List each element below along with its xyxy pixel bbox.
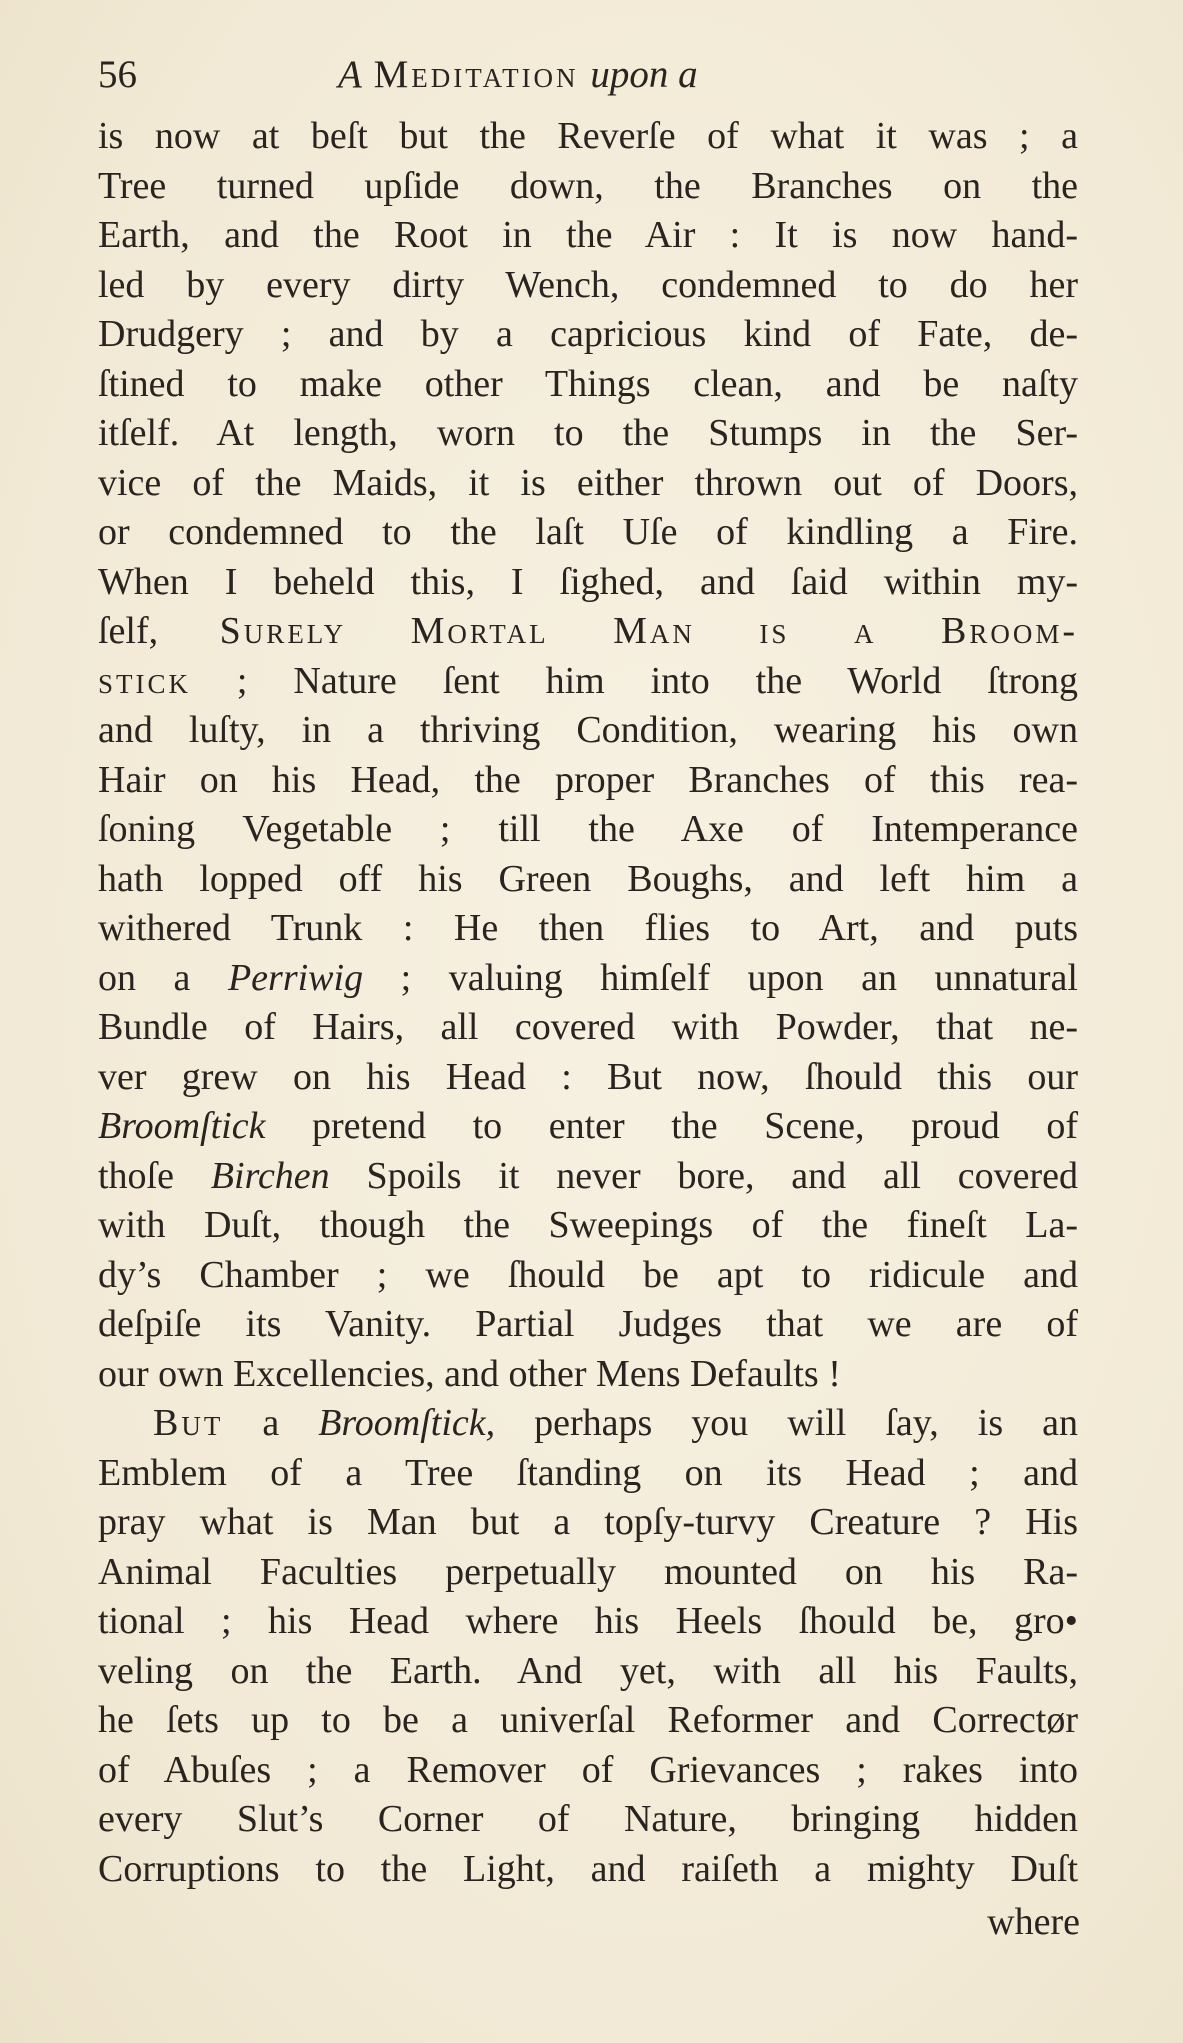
italic-word: Birchen [210, 1154, 330, 1197]
text-line: ſoning Vegetable ; till the Axe of Intemperance [98, 808, 1078, 850]
text-line: veling on the Earth. And yet, with all his Faults, [98, 1649, 1078, 1692]
text-line: every Slut’s Corner of Nature, bringing hidden [98, 1798, 1078, 1840]
text-line-mixed [98, 1152, 1078, 1202]
text-line-mixed [98, 954, 1078, 1004]
text-line: is now at beſt but the Reverſe of what it was ; a [98, 115, 1078, 157]
small-caps-word: stick [98, 659, 192, 702]
running-head-a: A [338, 53, 362, 96]
catchword: where [987, 1901, 1080, 1943]
page-header [98, 52, 1078, 112]
text-line-mixed [98, 607, 1078, 657]
small-caps-phrase: Surely Mortal Man is a Broom- [219, 610, 1078, 652]
body-text [98, 112, 1078, 1894]
text-line: tional ; his Head where his Heels ſhould be, gro• [98, 1600, 1078, 1642]
text-line: withered Trunk : He then flies to Art, and puts [98, 907, 1078, 949]
text-fragment: thoſe [98, 1154, 211, 1197]
text-line: and luſty, in a thriving Condition, wearing his own [98, 709, 1078, 751]
text-line: he ſets up to be a univerſal Reformer and Correctør [98, 1699, 1078, 1741]
running-head-title: Meditation [373, 53, 579, 96]
italic-word: Perriwig [227, 956, 364, 999]
text-line: ſtined to make other Things clean, and be naſty [98, 362, 1078, 405]
text-line: our own Excellencies, and other Mens Defaults ! [98, 1352, 841, 1395]
text-line: dy’s Chamber ; we ſhould be apt to ridicule and [98, 1253, 1078, 1296]
text-line: led by every dirty Wench, condemned to do her [98, 263, 1078, 306]
text-line-mixed [98, 657, 1078, 707]
text-line: Earth, and the Root in the Air : It is now hand- [98, 214, 1078, 256]
text-line: pray what is Man but a topſy-turvy Creature ? His [98, 1501, 1078, 1543]
text-line: ver grew on his Head : But now, ſhould this our [98, 1055, 1078, 1098]
text-fragment: ſelf, [98, 610, 159, 652]
text-fragment: a [223, 1402, 319, 1444]
text-line: Drudgery ; and by a capricious kind of Fate, de- [98, 313, 1078, 355]
text-fragment: ; Nature ſent him into the World ſtrong [191, 659, 1078, 702]
text-line: Corruptions to the Light, and raiſeth a mighty Duſt [98, 1847, 1078, 1890]
running-head [338, 52, 698, 97]
italic-word: Broomſtick, [318, 1402, 496, 1444]
page-number: 56 [98, 53, 137, 96]
text-line: itſelf. At length, worn to the Stumps in the Ser- [98, 412, 1078, 454]
text-line: Hair on his Head, the proper Branches of this rea- [98, 758, 1078, 801]
small-caps-word: But [153, 1402, 224, 1444]
text-fragment: pretend to enter the Scene, proud of [265, 1105, 1078, 1147]
text-fragment: Spoils it never bore, and all covered [329, 1154, 1078, 1197]
text-line: Emblem of a Tree ſtanding on its Head ; and [98, 1451, 1078, 1494]
text-line: hath lopped off his Green Boughs, and left him a [98, 857, 1078, 900]
text-fragment: on a [98, 956, 228, 999]
running-head-rest: upon a [590, 53, 698, 96]
text-line: vice of the Maids, it is either thrown out of Doors, [98, 461, 1078, 504]
text-line: deſpiſe its Vanity. Partial Judges that we are of [98, 1303, 1078, 1345]
text-fragment: ; valuing himſelf upon an unnatural [363, 956, 1078, 999]
italic-word: Broomſtick [98, 1105, 266, 1147]
text-fragment: perhaps you will ſay, is an [495, 1402, 1078, 1444]
text-line: Animal Faculties perpetually mounted on his Ra- [98, 1550, 1078, 1593]
text-line: of Abuſes ; a Remover of Grievances ; rakes into [98, 1748, 1078, 1791]
text-line-mixed [98, 1102, 1078, 1152]
text-line: Tree turned upſide down, the Branches on the [98, 164, 1078, 207]
text-line: with Duſt, though the Sweepings of the fineſt La- [98, 1204, 1078, 1246]
text-line: or condemned to the laſt Uſe of kindling a Fire. [98, 511, 1078, 553]
text-line: Bundle of Hairs, all covered with Powder, that ne- [98, 1006, 1078, 1048]
text-line: When I beheld this, I ſighed, and ſaid within my- [98, 560, 1078, 603]
paragraph-start-line [98, 1399, 1078, 1449]
